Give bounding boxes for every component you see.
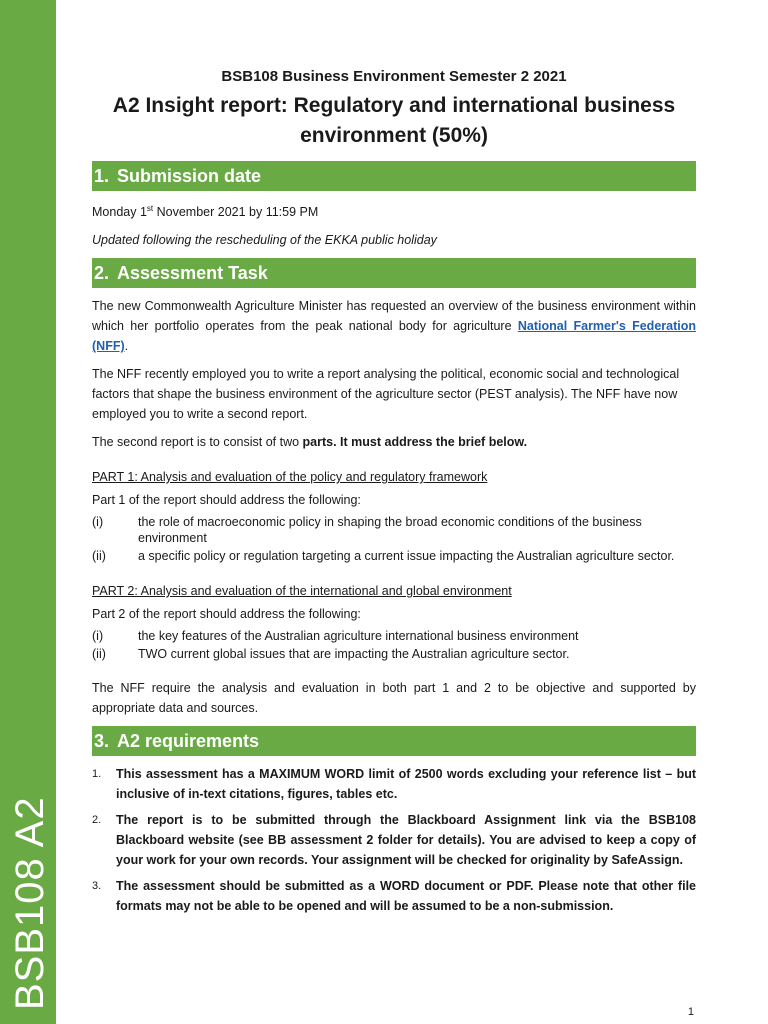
date-text: Monday 1	[92, 205, 147, 220]
list-marker: (i)	[92, 629, 104, 644]
date-superscript: st	[146, 204, 154, 213]
task-paragraph-3-text: The second report is to consist of two	[92, 435, 303, 450]
section-heading-assessment-task	[92, 258, 696, 288]
list-item	[92, 646, 696, 662]
list-item-text: the role of macroeconomic policy in shaping the broad economic conditions of the business environment	[138, 515, 642, 546]
section-heading-submission-date	[92, 161, 696, 191]
list-item	[92, 548, 696, 564]
section-number: 1.	[94, 166, 110, 186]
list-item-text: The report is to be submitted through the Blackboard Assignment link via the BSB108 Blackboard website (see BB assessment 2 folder for details). You are advised to keep a copy of your work for your own records. Your assignment will be checked for originality by SafeAssign.	[116, 813, 696, 868]
side-band-label: BSB108 A2	[8, 796, 52, 1010]
list-item	[92, 514, 696, 546]
part1-heading: PART 1: Analysis and evaluation of the policy and regulatory framework	[92, 470, 488, 485]
section-title: Assessment Task	[117, 263, 268, 284]
list-item	[92, 628, 696, 644]
part1-intro: Part 1 of the report should address the following:	[92, 493, 361, 508]
list-marker: (ii)	[92, 647, 106, 662]
task-paragraph-1-text: The new Commonwealth Agriculture Minister has requested an overview of the business environment within which her portfolio operates from the peak national body for agriculture	[92, 299, 696, 334]
list-item	[92, 876, 696, 916]
section-number: 2.	[94, 263, 110, 284]
list-marker: 3.	[92, 880, 102, 893]
task-paragraph-2: The NFF recently employed you to write a report analysing the political, economic social and technological factors that shape the business environment of the agriculture sector (PEST analysis). The NFF have now employed you to write a second report.	[92, 367, 680, 422]
nff-link[interactable]: National Farmer's Federation (NFF)	[92, 319, 696, 354]
list-marker: (ii)	[92, 549, 106, 564]
list-item	[92, 810, 696, 870]
page-title	[92, 91, 696, 151]
course-line: BSB108 Business Environment Semester 2 2021	[221, 68, 567, 85]
list-item-text: the key features of the Australian agriculture international business environment	[138, 629, 579, 644]
list-item-text: This assessment has a MAXIMUM WORD limit of 2500 words excluding your reference list – but inclusive of in-text citations, figures, tables etc.	[116, 767, 696, 802]
section-number: 3.	[94, 731, 110, 752]
title-line-1: A2 Insight report: Regulatory and international business	[112, 94, 676, 117]
part1-list	[92, 514, 696, 564]
section-title: A2 requirements	[117, 731, 260, 752]
part2-list	[92, 628, 696, 662]
list-item	[92, 764, 696, 804]
side-band	[0, 0, 56, 1024]
part2-intro: Part 2 of the report should address the following:	[92, 607, 361, 622]
submission-date	[92, 199, 696, 222]
list-marker: (i)	[92, 515, 104, 530]
task-paragraph-3-bold: parts. It must address the brief below.	[302, 435, 528, 450]
submission-note: Updated following the rescheduling of the EKKA public holiday	[92, 233, 437, 248]
task-paragraph-1	[92, 296, 696, 356]
list-item-text: TWO current global issues that are impacting the Australian agriculture sector.	[138, 647, 570, 662]
title-line-2: environment (50%)	[300, 124, 488, 147]
section-title: Submission date	[117, 166, 262, 186]
task-paragraph-1-end: .	[124, 339, 129, 354]
list-item-text: a specific policy or regulation targeting a current issue impacting the Australian agriculture sector.	[138, 549, 675, 564]
part2-heading: PART 2: Analysis and evaluation of the international and global environment	[92, 584, 512, 599]
requirements-list	[92, 764, 696, 916]
list-marker: 2.	[92, 814, 102, 827]
date-time-text: November 2021 by 11:59 PM	[153, 205, 319, 220]
task-paragraph-3	[92, 432, 696, 452]
document-body	[92, 68, 696, 922]
list-marker: 1.	[92, 768, 102, 781]
section-heading-a2-requirements	[92, 726, 696, 756]
page-number: 1	[687, 1006, 694, 1018]
list-item-text: The assessment should be submitted as a WORD document or PDF. Please note that other file formats may not be able to be opened and will be assumed to be a non-submission.	[116, 879, 696, 914]
task-closing: The NFF require the analysis and evaluation in both part 1 and 2 to be objective and supported by appropriate data and sources.	[92, 681, 696, 716]
